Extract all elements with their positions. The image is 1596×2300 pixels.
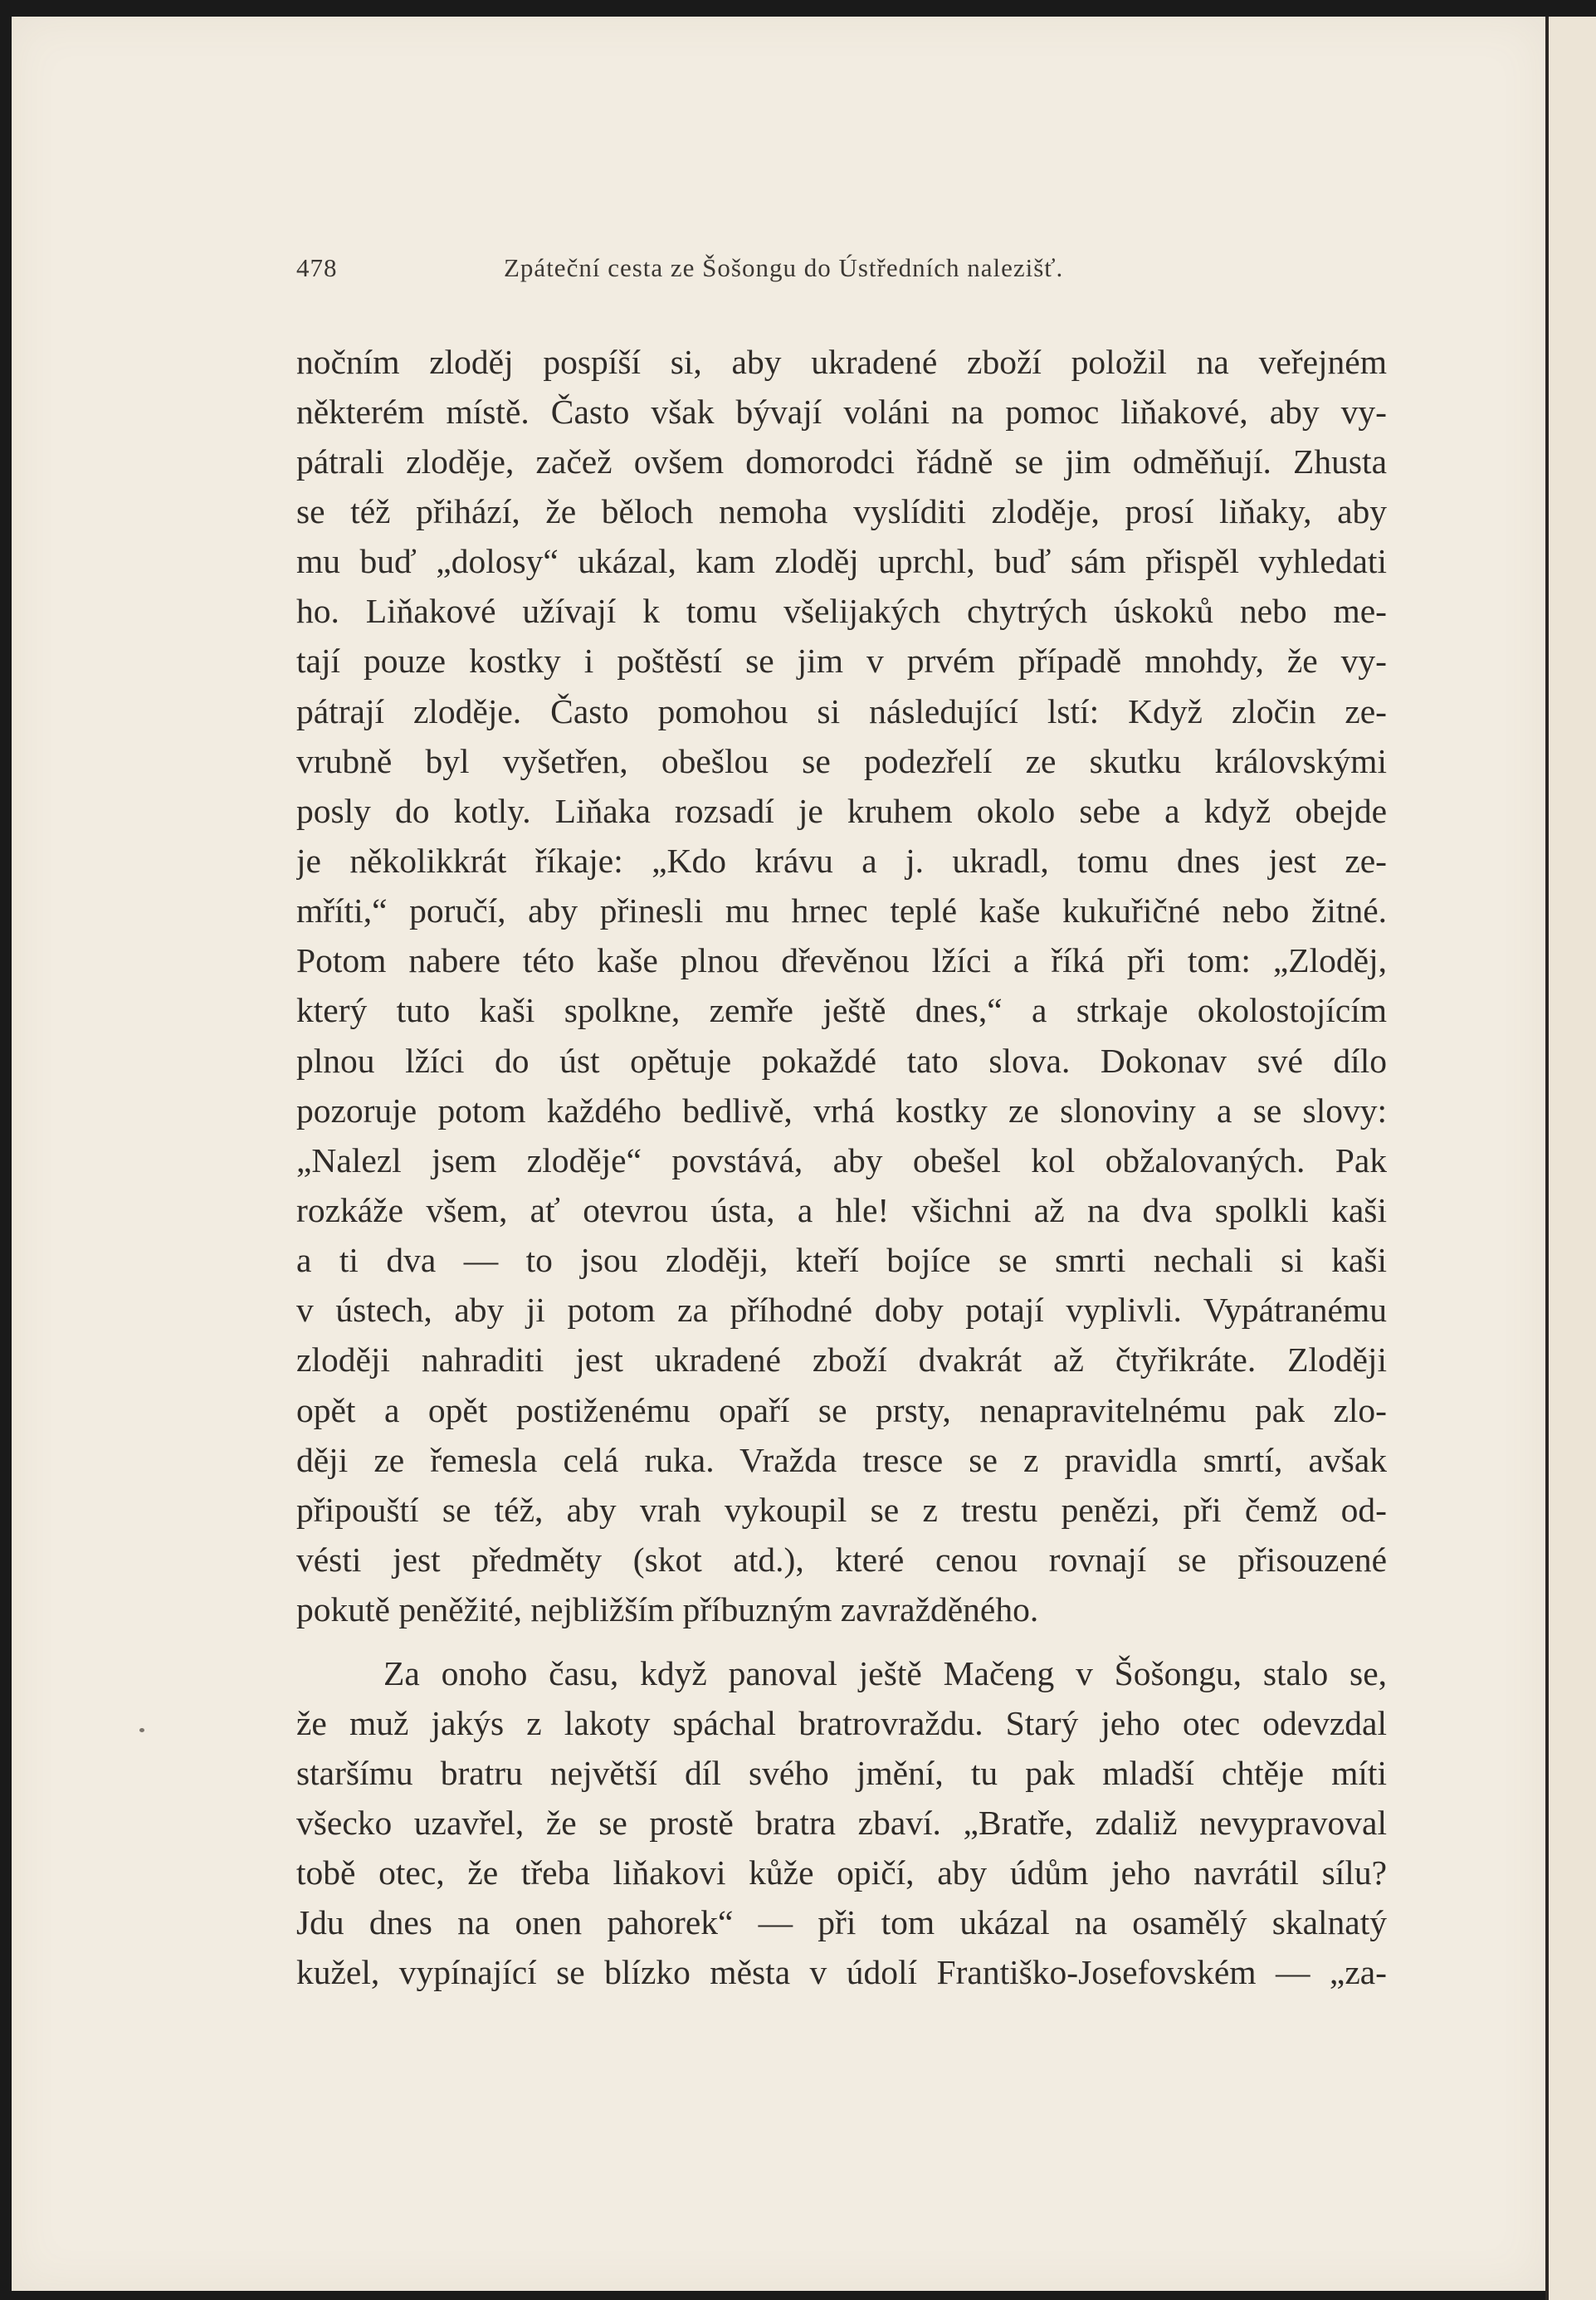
running-head-title: Zpáteční cesta ze Šošongu do Ústředních nalezišť. xyxy=(504,253,1064,282)
text-line: kužel, vypínající se blízko města v údolí Františko-Josefovském — „za- xyxy=(296,1953,1387,1991)
text-line: připouští se též, aby vrah vykoupil se z trestu penězi, při čemž od- xyxy=(296,1491,1387,1529)
text-line: pozoruje potom každého bedlivě, vrhá kostky ze slonoviny a se slovy: xyxy=(296,1091,1387,1130)
text-line: rozkáže všem, ať otevrou ústa, a hle! všichni až na dva spolkli kaši xyxy=(296,1191,1387,1229)
text-line: mu buď „dolosy“ ukázal, kam zloděj uprchl, buď sám přispěl vyhledati xyxy=(296,542,1387,580)
text-line: pátrají zloděje. Často pomohou si následující lstí: Když zločin ze- xyxy=(296,692,1387,730)
text-line: je několikkrát říkaje: „Kdo krávu a j. ukradl, tomu dnes jest ze- xyxy=(296,842,1387,880)
text-line: tobě otec, že třeba liňakovi kůže opičí, aby údům jeho navrátil sílu? xyxy=(296,1853,1387,1892)
text-line: ho. Liňakové užívají k tomu všelijakých chytrých úskoků nebo me- xyxy=(296,592,1387,630)
page-edge-binding xyxy=(1545,17,1596,2300)
text-line: opět a opět postiženému opaří se prsty, nenapravitelnému pak zlo- xyxy=(296,1391,1387,1429)
text-line: mříti,“ poručí, aby přinesli mu hrnec teplé kaše kukuřičné nebo žitné. xyxy=(296,891,1387,930)
text-line: některém místě. Často však bývají voláni na pomoc liňakové, aby vy- xyxy=(296,393,1387,431)
text-line: Potom nabere této kaše plnou dřevěnou lžíci a říká při tom: „Zloděj, xyxy=(296,941,1387,979)
paragraph-first-line: Za onoho času, když panoval ještě Mačeng v Šošongu, stalo se, xyxy=(383,1654,1387,1692)
text-line: se též přihází, že běloch nemoha vyslíditi zloděje, prosí liňaky, aby xyxy=(296,492,1387,530)
text-line: vrubně byl vyšetřen, obešlou se podezřelí ze skutku královskými xyxy=(296,742,1387,780)
text-line: nočním zloděj pospíší si, aby ukradené zboží položil na veřejném xyxy=(296,343,1387,381)
page-number: 478 xyxy=(296,253,338,282)
text-line: ději ze řemesla celá ruka. Vražda tresce se z pravidla smrtí, avšak xyxy=(296,1441,1387,1479)
text-line: staršímu bratru největší díl svého jmění, tu pak mladší chtěje míti xyxy=(296,1754,1387,1792)
text-line: vésti jest předměty (skot atd.), které cenou rovnají se přisouzené xyxy=(296,1541,1387,1579)
text-line: všecko uzavřel, že se prostě bratra zbaví. „Bratře, zdaliž nevypravoval xyxy=(296,1804,1387,1842)
text-line: pokutě peněžité, nejbližším příbuzným zavražděného. xyxy=(296,1590,1039,1629)
text-line: a ti dva — to jsou zloději, kteří bojíce se smrti nechali si kaši xyxy=(296,1241,1387,1279)
text-line: který tuto kaši spolkne, zemře ještě dnes,“ a strkaje okolostojícím xyxy=(296,991,1387,1029)
text-line: posly do kotly. Liňaka rozsadí je kruhem okolo sebe a když obejde xyxy=(296,792,1387,830)
running-head xyxy=(296,253,1392,291)
text-line: pátrali zloděje, začež ovšem domorodci řádně se jim odměňují. Zhusta xyxy=(296,442,1387,481)
text-line: zloději nahraditi jest ukradené zboží dvakrát až čtyřikráte. Zloději xyxy=(296,1340,1387,1379)
margin-speck xyxy=(139,1728,144,1732)
text-line: plnou lžíci do úst opětuje pokaždé tato slova. Dokonav své dílo xyxy=(296,1042,1387,1080)
text-line: v ústech, aby ji potom za příhodné doby potají vyplivli. Vypátranému xyxy=(296,1291,1387,1329)
text-line: tají pouze kostky i poštěstí se jim v prvém případě mnohdy, že vy- xyxy=(296,642,1387,680)
text-line: Jdu dnes na onen pahorek“ — při tom ukázal na osamělý skalnatý xyxy=(296,1903,1387,1941)
text-line: „Nalezl jsem zloděje“ povstává, aby obešel kol obžalovaných. Pak xyxy=(296,1141,1387,1179)
text-line: že muž jakýs z lakoty spáchal bratrovraždu. Starý jeho otec odevzdal xyxy=(296,1704,1387,1742)
